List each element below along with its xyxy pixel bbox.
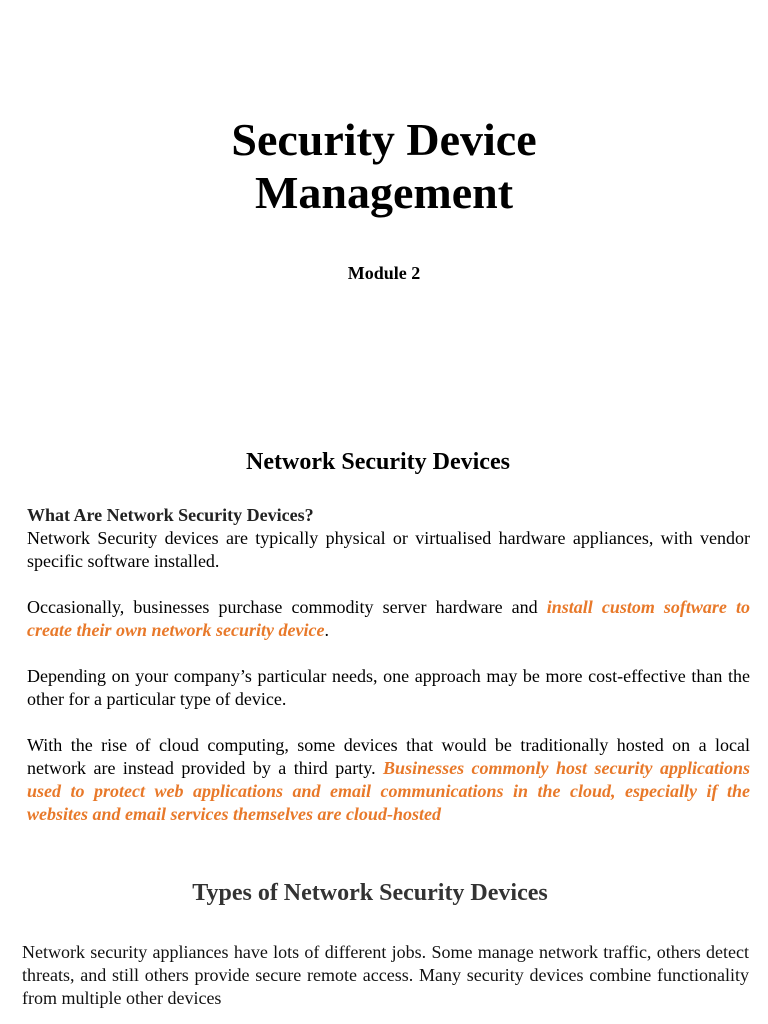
module-label: Module 2 — [347, 263, 421, 283]
paragraph-custom-software-text: Occasionally, businesses purchase commodity server hardware and — [27, 597, 547, 617]
section-heading-types-of-devices: Types of Network Security Devices — [192, 880, 548, 906]
question-heading: What Are Network Security Devices? — [27, 505, 314, 525]
document-title-line-1: Security Device — [231, 114, 537, 165]
highlight-cloud-hosted: Businesses commonly host security applications used to protect web applications and email communications in the cloud, especially if the websites and email services themselves are cloud-hosted — [27, 758, 750, 824]
paragraph-definition: Network Security devices are typically physical or virtualised hardware appliances, with vendor specific software installed. — [27, 528, 750, 571]
paragraph-appliance-jobs: Network security appliances have lots of different jobs. Some manage network traffic, others detect threats, and still others provide secure remote access. Many security devices combine functionality from multiple other devices — [22, 942, 749, 1008]
document-title-line-2: Management — [254, 167, 514, 218]
paragraph-cloud-computing — [27, 734, 750, 826]
document-title — [0, 113, 768, 219]
paragraph-cost-effective: Depending on your company’s particular needs, one approach may be more cost-effective than the other for a particular type of device. — [27, 666, 750, 709]
paragraph-cloud-computing-text: With the rise of cloud computing, some devices that would be traditionally hosted on a local network are instead provided by a third party. — [27, 735, 750, 778]
highlight-custom-software: install custom software to create their own network security device — [27, 597, 751, 640]
paragraph-custom-software-end: . — [324, 620, 329, 640]
section-heading-network-security-devices: Network Security Devices — [246, 449, 510, 475]
section-1-intro — [27, 504, 750, 573]
paragraph-custom-software — [27, 596, 750, 642]
